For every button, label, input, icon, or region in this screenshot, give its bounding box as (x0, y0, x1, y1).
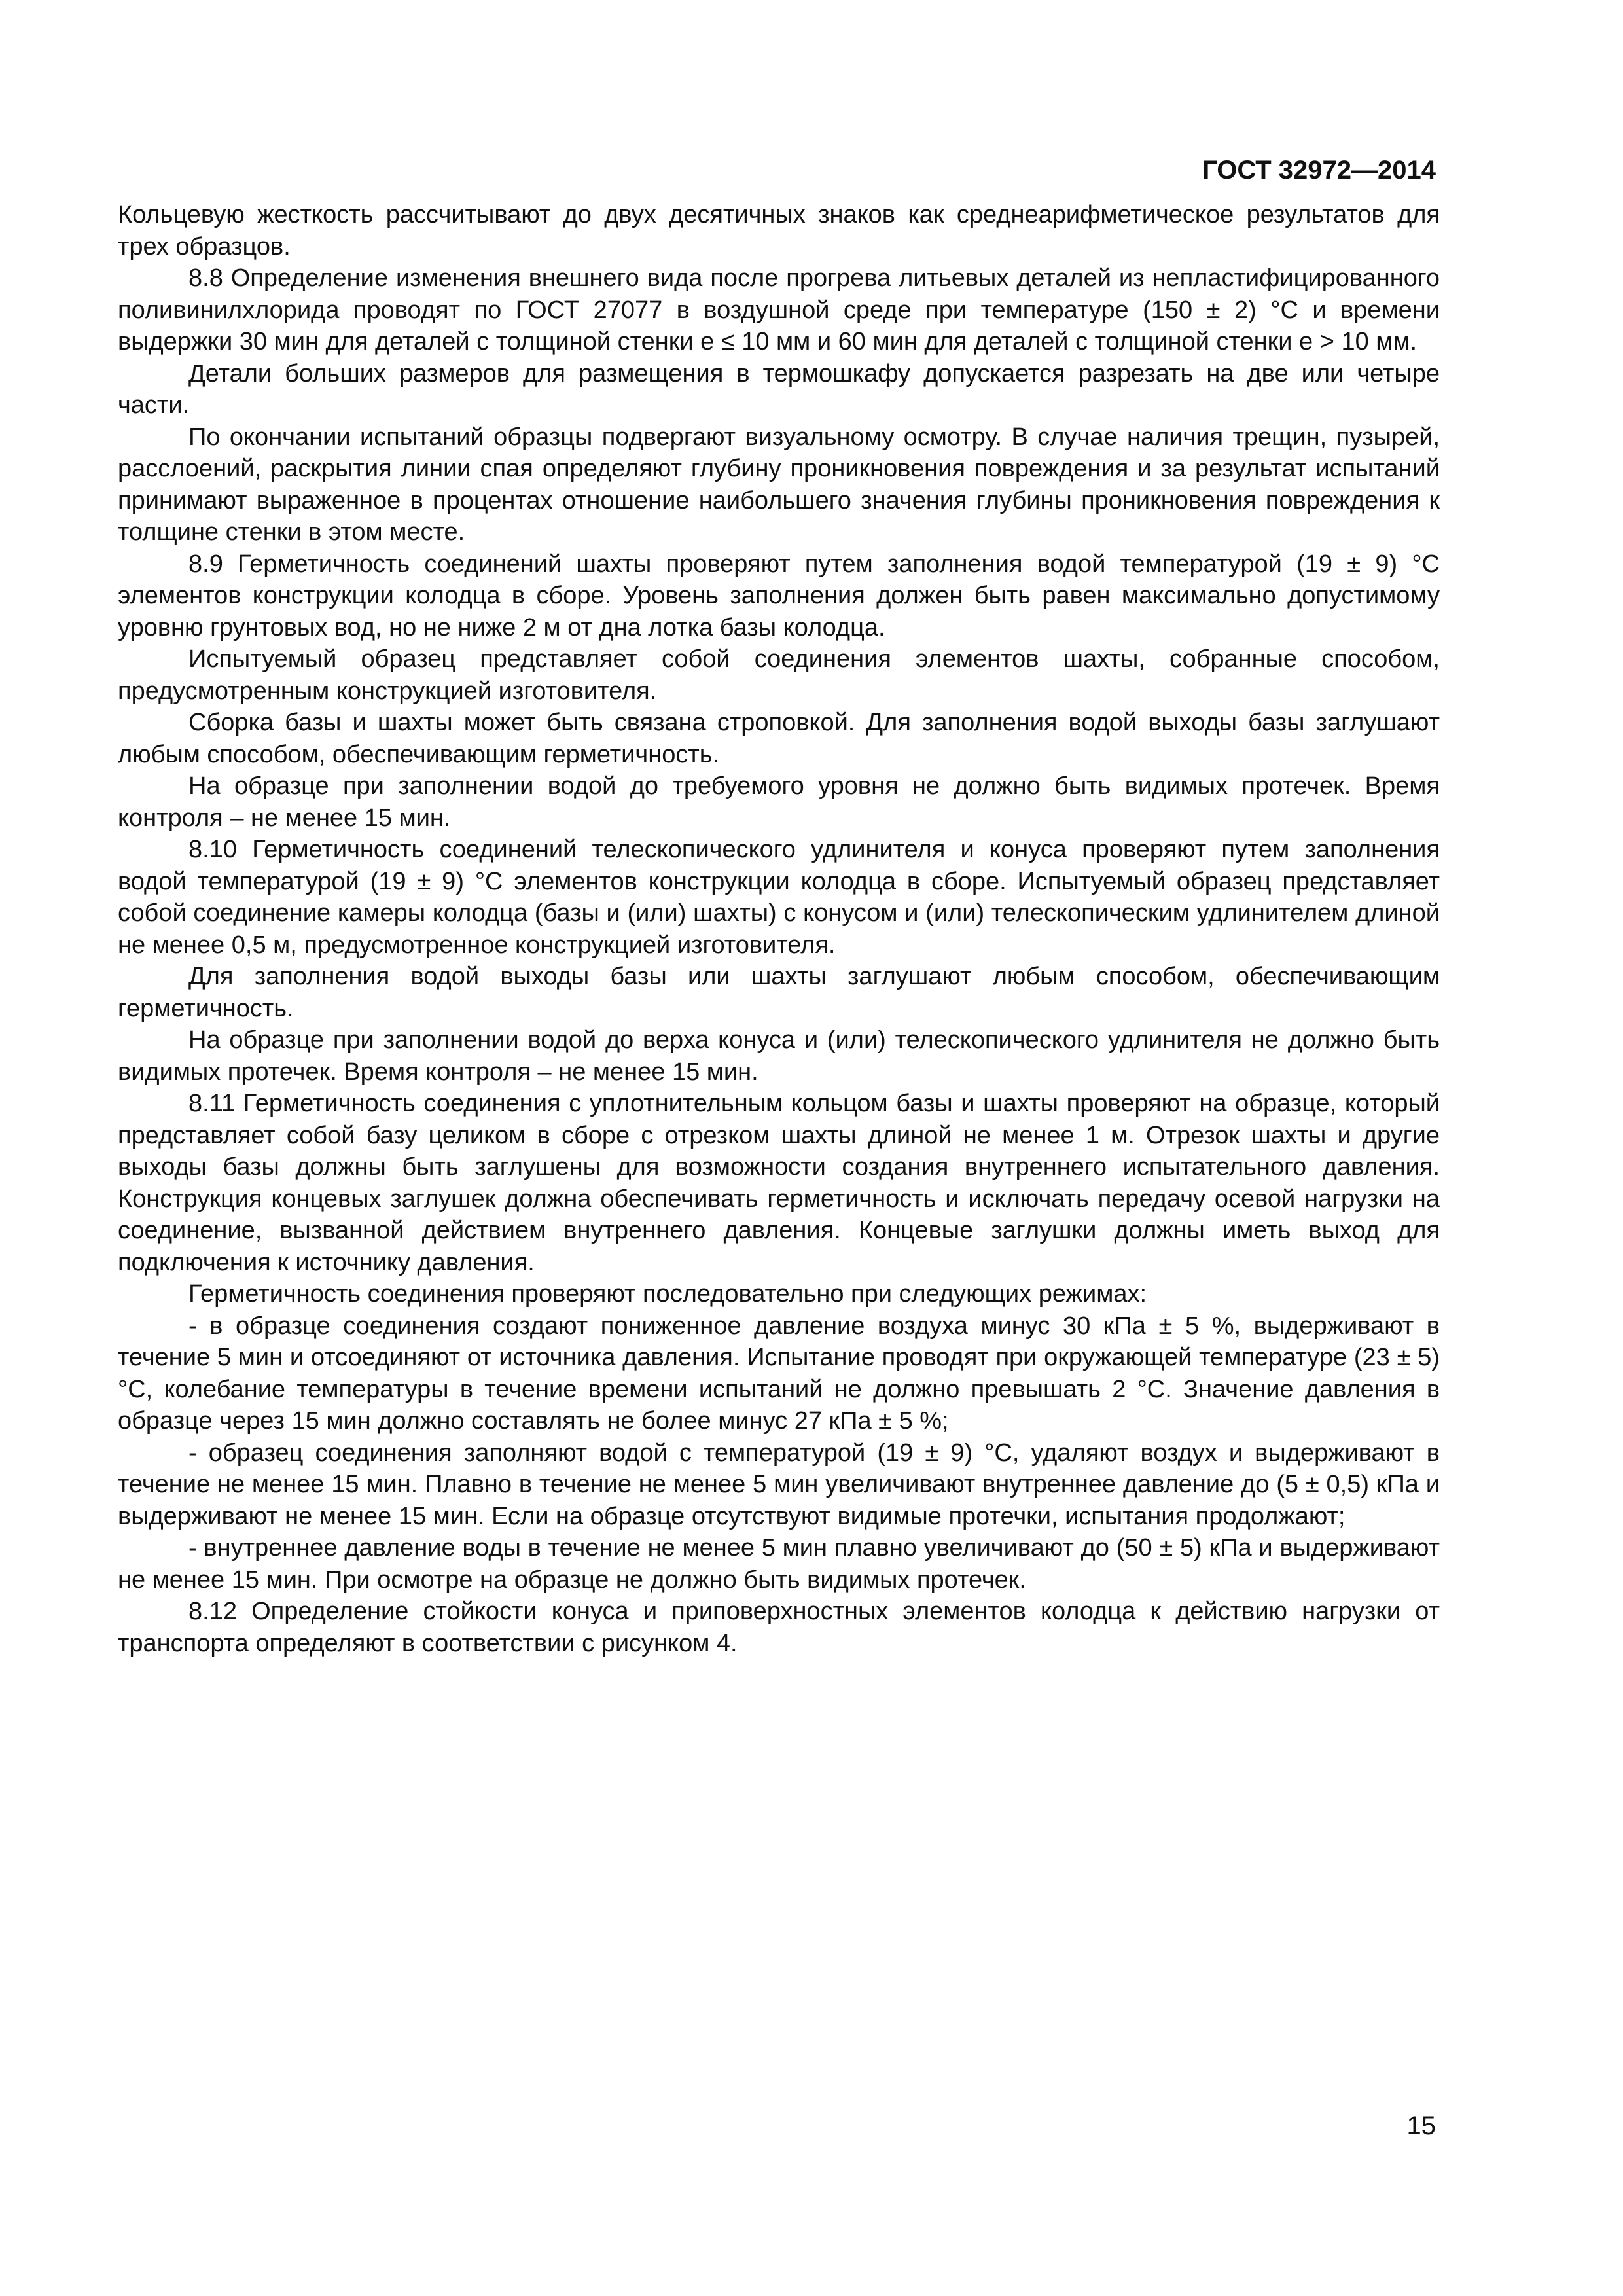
paragraph: Сборка базы и шахты может быть связана строповкой. Для заполнения водой выходы базы заглушают любым способом, обеспечивающим герметичность. (118, 709, 1440, 768)
paragraph: 8.11 Герметичность соединения с уплотнительным кольцом базы и шахты проверяют на образце, который представляет собой базу целиком в сборе с отрезком шахты длиной не менее 1 м. Отрезок шахты и другие выходы базы должны быть заглушены для возможности создания внутреннего испытательного давления. Конструкция концевых заглушек должна обеспечивать герметичность и исключать передачу осевой нагрузки на соединение, вызванной действием внутреннего давления. Концевые заглушки должны иметь выход для подключения к источнику давления. (118, 1090, 1440, 1276)
paragraph: Для заполнения водой выходы базы или шахты заглушают любым способом, обеспечивающим герметичность. (118, 963, 1440, 1022)
paragraph: 8.10 Герметичность соединений телескопического удлинителя и конуса проверяют путем заполнения водой температурой (19 ± 9) °С элементов конструкции колодца в сборе. Испытуемый образец представляет собой соединение камеры колодца (базы и (или) шахты) с конусом и (или) телескопическим удлинителем длиной не менее 0,5 м, предусмотренное конструкцией изготовителя. (118, 836, 1440, 959)
document-body (118, 199, 1440, 1659)
paragraph: Кольцевую жесткость рассчитывают до двух десятичных знаков как среднеарифметическое результатов для трех образцов. (118, 201, 1440, 260)
paragraph: Детали больших размеров для размещения в термошкафу допускается разрезать на две или четыре части. (118, 359, 1440, 419)
paragraph: Испытуемый образец представляет собой соединения элементов шахты, собранные способом, предусмотренным конструкцией изготовителя. (118, 645, 1440, 705)
paragraph: - внутреннее давление воды в течение не менее 5 мин плавно увеличивают до (50 ± 5) кПа и выдерживают не менее 15 мин. При осмотре на образце не должно быть видимых протечек. (118, 1534, 1440, 1594)
paragraph: По окончании испытаний образцы подвергают визуальному осмотру. В случае наличия трещин, пузырей, расслоений, раскрытия линии спая определяют глубину проникновения повреждения и за результат испытаний принимают выраженное в процентах отношение наибольшего значения глубины проникновения повреждения к толщине стенки в этом месте. (118, 423, 1440, 546)
paragraph: 8.9 Герметичность соединений шахты проверяют путем заполнения водой температурой (19 ± 9) °С элементов конструкции колодца в сборе. Уровень заполнения должен быть равен максимально допустимому уровню грунтовых вод, но не ниже 2 м от дна лотка базы колодца. (118, 550, 1440, 641)
paragraph: 8.8 Определение изменения внешнего вида после прогрева литьевых деталей из непластифицированного поливинилхлорида проводят по ГОСТ 27077 в воздушной среде при температуре (150 ± 2) °С и времени выдержки 30 мин для деталей с толщиной стенки e ≤ 10 мм и 60 мин для деталей с толщиной стенки e > 10 мм. (118, 264, 1440, 355)
paragraph: На образце при заполнении водой до верха конуса и (или) телескопического удлинителя не должно быть видимых протечек. Время контроля – не менее 15 мин. (118, 1026, 1440, 1086)
page-number: 15 (1406, 2111, 1436, 2140)
document-header: ГОСТ 32972—2014 (1202, 156, 1436, 185)
paragraph: - образец соединения заполняют водой с температурой (19 ± 9) °С, удаляют воздух и выдерживают в течение не менее 15 мин. Плавно в течение не менее 5 мин увеличивают внутреннее давление до (5 ± 0,5) кПа и выдерживают не менее 15 мин. Если на образце отсутствуют видимые протечки, испытания продолжают; (118, 1439, 1440, 1530)
paragraph: 8.12 Определение стойкости конуса и приповерхностных элементов колодца к действию нагрузки от транспорта определяют в соответствии с рисунком 4. (118, 1598, 1440, 1657)
paragraph: На образце при заполнении водой до требуемого уровня не должно быть видимых протечек. Время контроля – не менее 15 мин. (118, 772, 1440, 832)
paragraph: - в образце соединения создают пониженное давление воздуха минус 30 кПа ± 5 %, выдерживают в течение 5 мин и отсоединяют от источника давления. Испытание проводят при окружающей температуре (23 ± 5) °С, колебание температуры в течение времени испытаний не должно превышать 2 °С. Значение давления в образце через 15 мин должно составлять не более минус 27 кПа ± 5 %; (118, 1312, 1440, 1435)
paragraph: Герметичность соединения проверяют последовательно при следующих режимах: (188, 1280, 1147, 1308)
